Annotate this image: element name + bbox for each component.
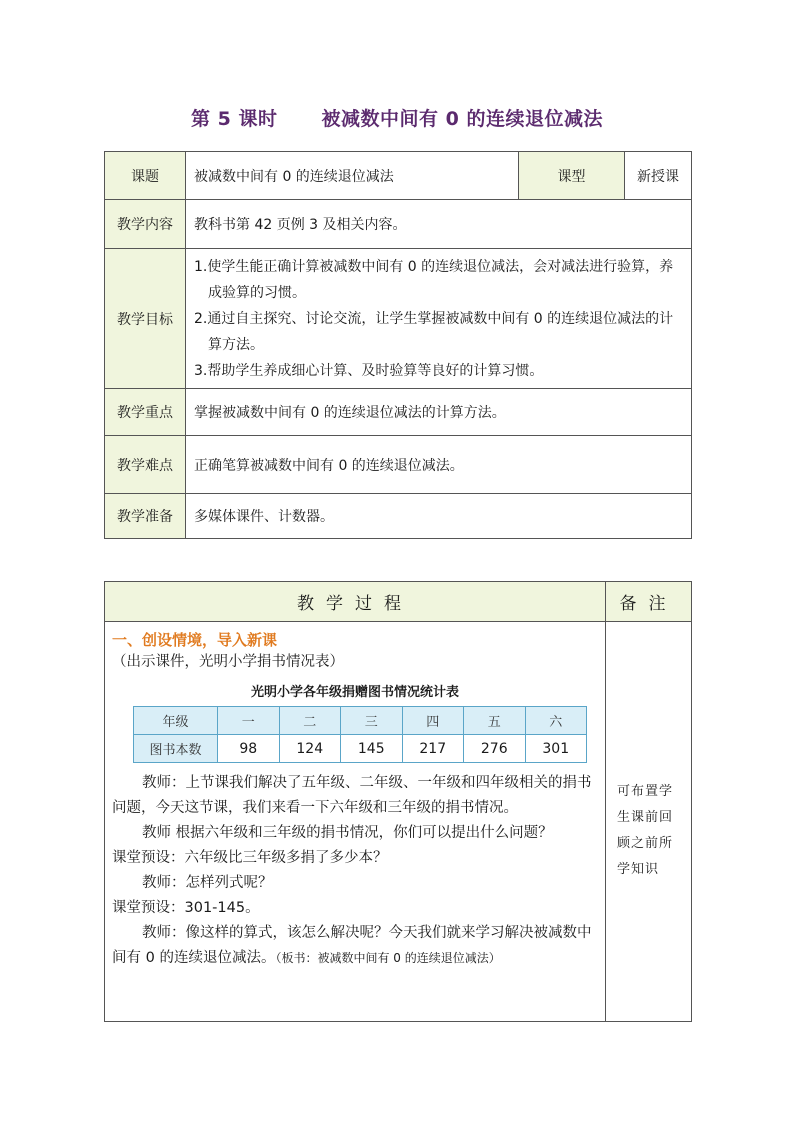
books-cell: 145	[341, 735, 403, 763]
content-row	[105, 200, 692, 249]
grade-cell: 二	[279, 707, 341, 735]
goal-item: 3.帮助学生养成细心计算、及时验算等良好的计算习惯。	[194, 362, 544, 379]
goal-item: 1.使学生能正确计算被减数中间有 0 的连续退位减法，会对减法进行验算，养成验算的习惯。	[194, 258, 674, 301]
books-cell: 124	[279, 735, 341, 763]
donation-stats-table	[133, 706, 587, 763]
content-label: 教学内容	[105, 200, 186, 249]
key-row	[105, 389, 692, 436]
lesson-topic: 被减数中间有 0 的连续退位减法	[321, 108, 603, 130]
difficulty-row	[105, 436, 692, 494]
teacher-paragraph: 教师：上节课我们解决了五年级、二年级、一年级和四年级相关的捐书问题，今天这节课，我们来看一下六年级和三年级的捐书情况。	[112, 775, 592, 816]
grade-label: 年级	[134, 707, 218, 735]
board-note: （板书：被减数中间有 0 的连续退位减法）	[275, 951, 501, 965]
teaching-process-table	[104, 581, 692, 1022]
page-title	[0, 104, 794, 131]
note-text: 可布置学生课前回顾之前所学知识	[617, 784, 674, 877]
topic-label: 课题	[105, 152, 186, 200]
books-cell: 301	[525, 735, 587, 763]
notes-body	[606, 622, 692, 1022]
books-cell: 217	[402, 735, 464, 763]
teacher-paragraph: 教师：怎样列式呢？	[142, 875, 273, 891]
prep-row	[105, 494, 692, 539]
prep-value: 多媒体课件、计数器。	[186, 494, 692, 539]
goal-item: 2.通过自主探究、讨论交流，让学生掌握被减数中间有 0 的连续退位减法的计算方法。	[194, 310, 674, 353]
stats-title: 光明小学各年级捐赠图书情况统计表	[250, 685, 459, 700]
intro-text: （出示课件，光明小学捐书情况表）	[112, 654, 344, 670]
goal-value	[186, 249, 692, 389]
books-label: 图书本数	[134, 735, 218, 763]
grade-cell: 一	[218, 707, 280, 735]
topic-value: 被减数中间有 0 的连续退位减法	[186, 152, 519, 200]
topic-row	[105, 152, 692, 200]
teacher-text: 教师：像这样的算式，该怎么解决呢？今天我们就来学习解决被减数中间有 0 的连续退位减法。	[112, 925, 592, 966]
process-header: 教学过程	[105, 582, 606, 622]
grade-row	[134, 707, 587, 735]
difficulty-label: 教学难点	[105, 436, 186, 494]
prep-label: 教学准备	[105, 494, 186, 539]
books-cell: 276	[464, 735, 526, 763]
goal-row	[105, 249, 692, 389]
lesson-info-table	[104, 151, 692, 539]
type-label: 课型	[519, 152, 625, 200]
grade-cell: 五	[464, 707, 526, 735]
teacher-paragraph	[112, 921, 600, 971]
content-value: 教科书第 42 页例 3 及相关内容。	[186, 200, 692, 249]
key-value: 掌握被减数中间有 0 的连续退位减法的计算方法。	[186, 389, 692, 436]
teacher-paragraph: 教师 根据六年级和三年级的捐书情况，你们可以提出什么问题？	[142, 825, 553, 841]
books-cell: 98	[218, 735, 280, 763]
notes-header: 备注	[606, 582, 692, 622]
class-preset: 课堂预设：六年级比三年级多捐了多少本？	[112, 850, 388, 866]
grade-cell: 四	[402, 707, 464, 735]
process-body	[105, 622, 606, 1022]
books-row	[134, 735, 587, 763]
grade-cell: 三	[341, 707, 403, 735]
grade-cell: 六	[525, 707, 587, 735]
class-preset: 课堂预设：301-145。	[112, 900, 260, 916]
key-label: 教学重点	[105, 389, 186, 436]
lesson-number: 第 5 课时	[191, 108, 278, 130]
difficulty-value: 正确笔算被减数中间有 0 的连续退位减法。	[186, 436, 692, 494]
section-title: 一、创设情境，导入新课	[112, 631, 278, 649]
goal-label: 教学目标	[105, 249, 186, 389]
type-value: 新授课	[625, 152, 692, 200]
